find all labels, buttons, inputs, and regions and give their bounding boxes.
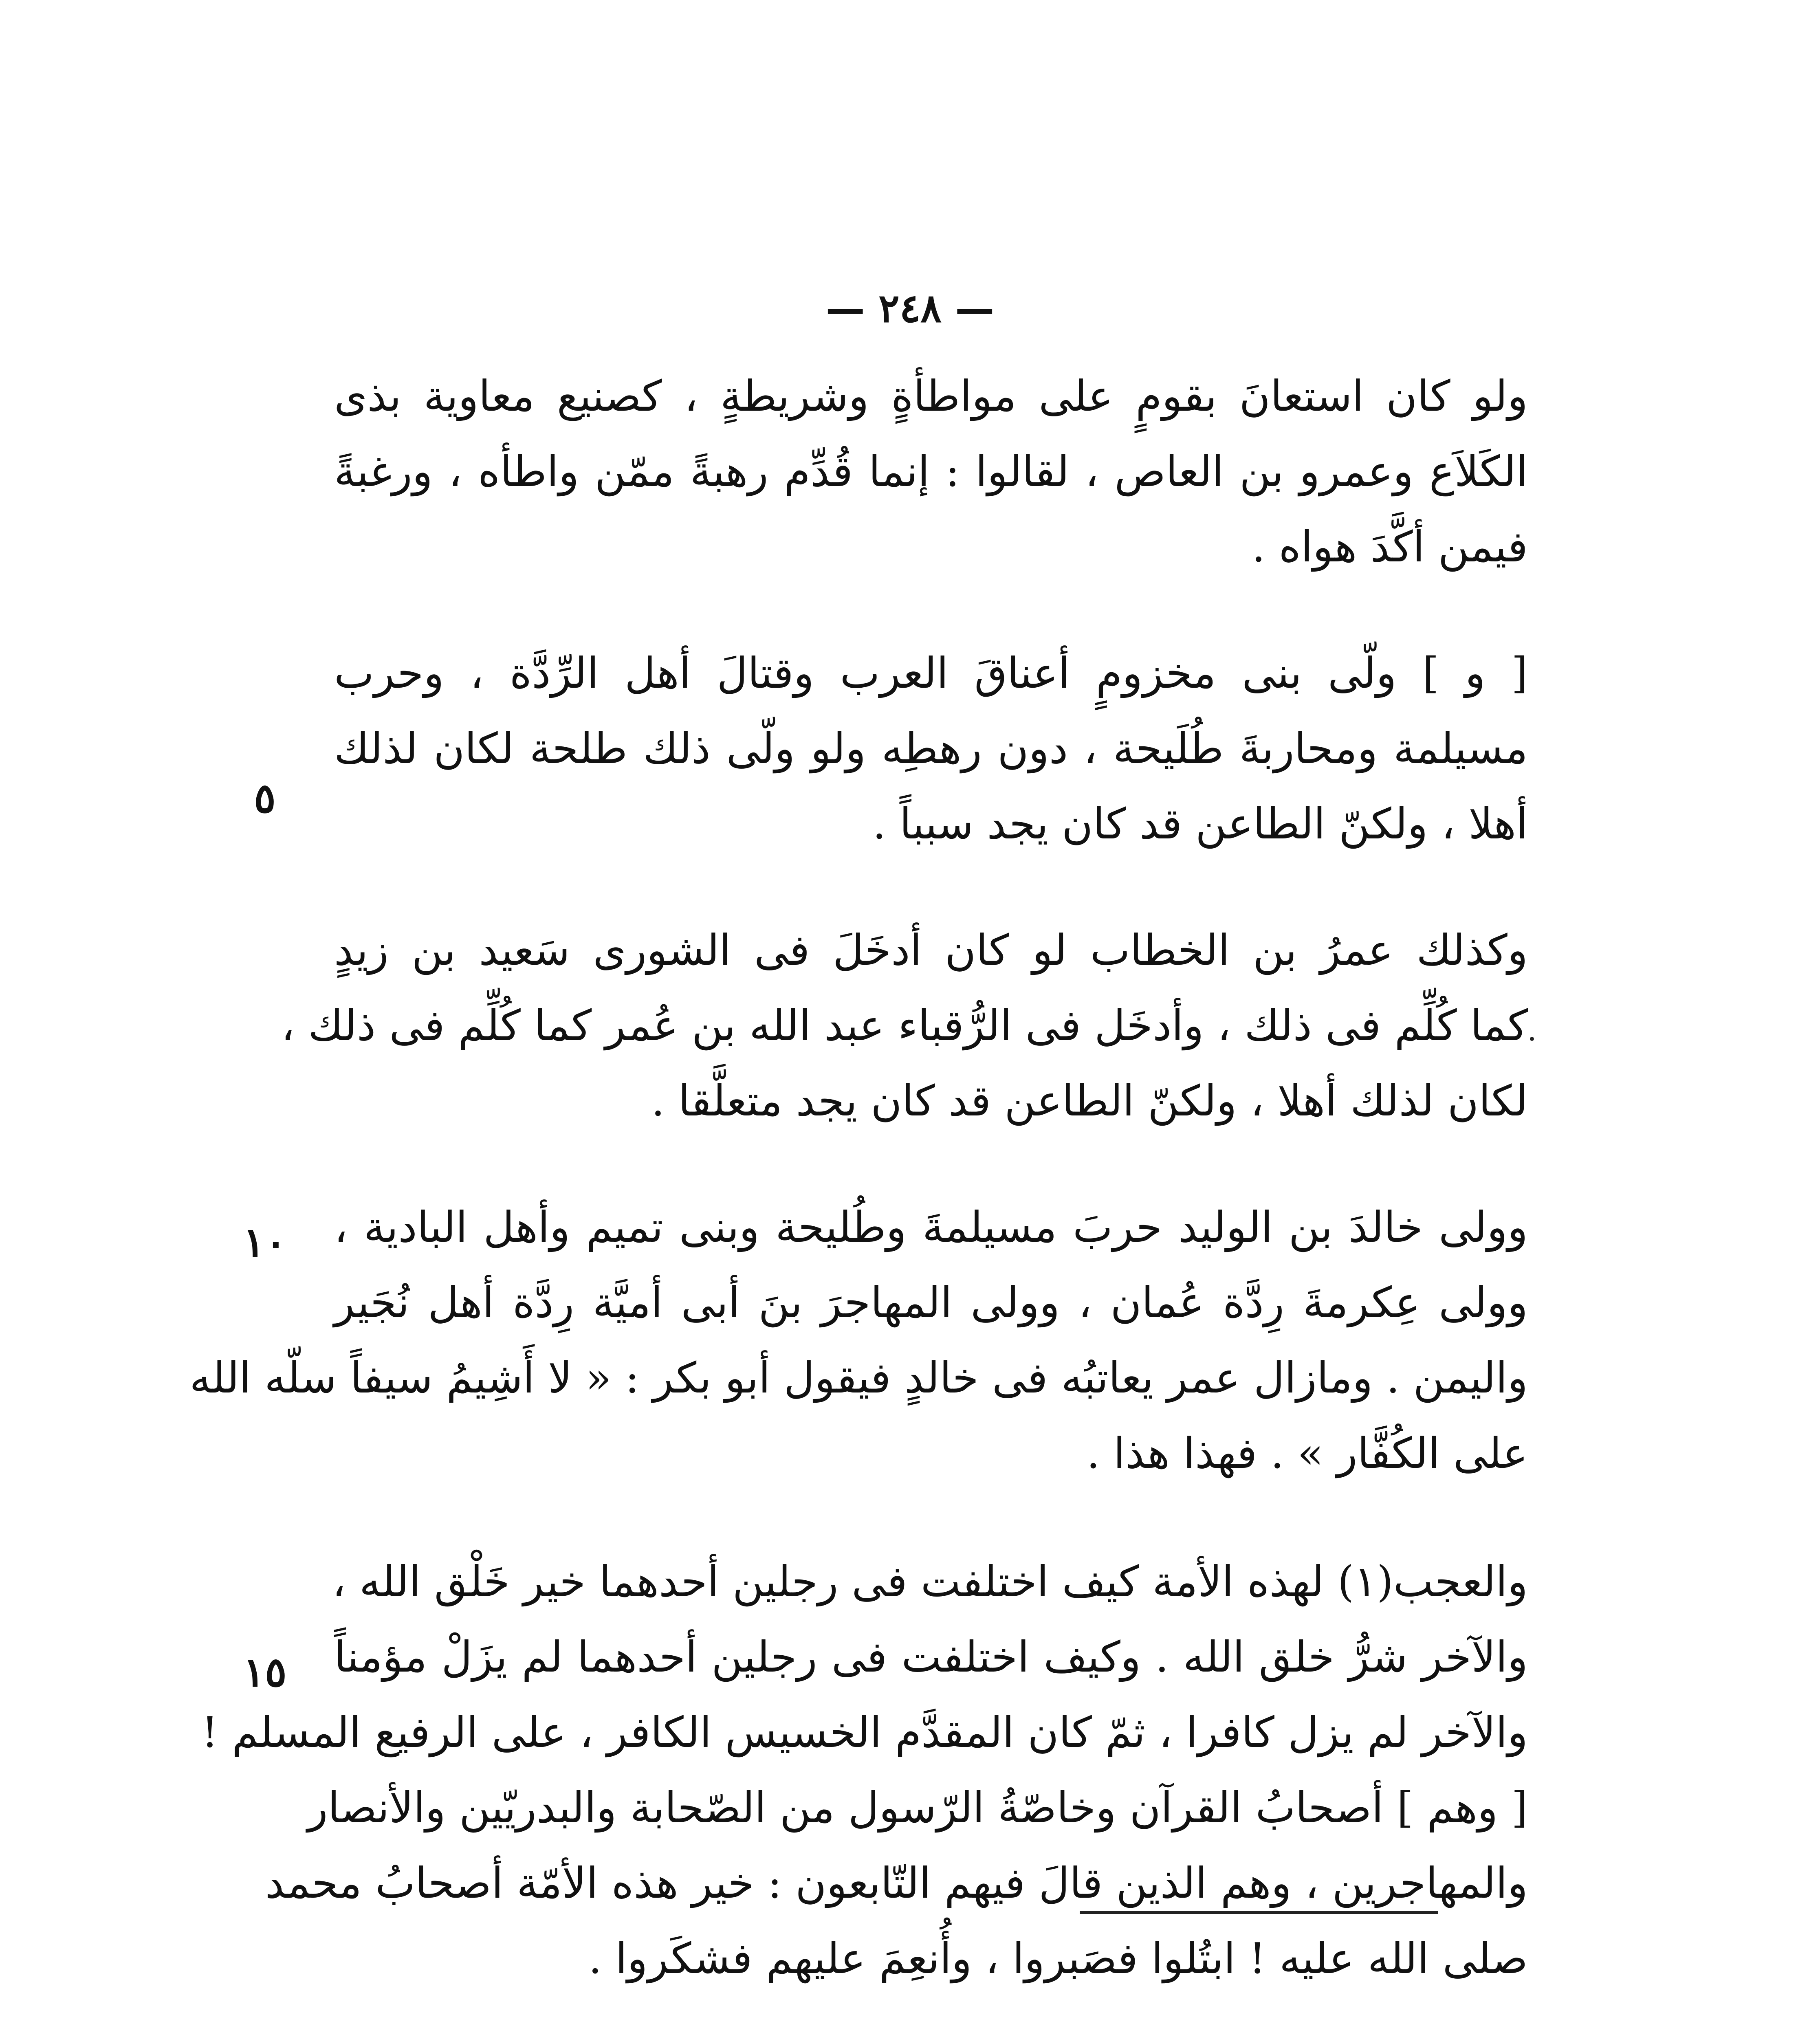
text-line: والمهاجرين ، وهم الذين قالَ فيهم التّابعون : خير هذه الأمّة أصحابُ محمد: [265, 1858, 1528, 1908]
text-line: واليمن . ومازال عمر يعاتبُه فى خالدٍ فيقول أبو بكر : « لا أَشِيمُ سيفاً سلّه الله: [189, 1353, 1528, 1403]
margin-mark: [1530, 1037, 1534, 1041]
text-line: [ و ] ولّى بنى مخزومٍ أعناقَ العرب وقتالَ أهل الرِّدَّة ، وحرب: [334, 648, 1528, 698]
text-line: [ وهم ] أصحابُ القرآن وخاصّةُ الرّسول من الصّحابة والبدريّين والأنصار: [307, 1783, 1528, 1832]
page-number: — ٢٤٨ —: [825, 285, 995, 331]
text-line: لكان لذلك أهلا ، ولكنّ الطاعن قد كان يجد متعلَّقا .: [651, 1076, 1528, 1126]
text-line: وكذلك عمرُ بن الخطاب لو كان أدخَلَ فى الشورى سَعيد بن زيدٍ: [334, 925, 1528, 975]
text-line: ولو كان استعانَ بقومٍ على مواطأةٍ وشريطةٍ ، كصنيع معاوية بذى: [334, 371, 1528, 421]
text-line: أهلا ، ولكنّ الطاعن قد كان يجد سبباً .: [872, 799, 1528, 849]
text-line: مسيلمة ومحاربةَ طُلَيحة ، دون رهطِه ولو ولّى ذلك طلحة لكان لذلك: [334, 724, 1528, 773]
text-line: والآخر لم يزل كافرا ، ثمّ كان المقدَّم الخسيس الكافر ، على الرفيع المسلم !: [201, 1707, 1528, 1757]
text-line: وولى عِكرمةَ رِدَّة عُمان ، وولى المهاجرَ بنَ أبى أميَّة رِدَّة أهل نُجَير: [334, 1278, 1528, 1327]
text-line: وولى خالدَ بن الوليد حربَ مسيلمةَ وطُليحة وبنى تميم وأهل البادية ،: [334, 1202, 1528, 1252]
text-line: كما كُلِّم فى ذلك ، وأدخَل فى الرُّقباء عبد الله بن عُمر كما كُلِّم فى ذلك ،: [281, 1001, 1528, 1050]
text-line: والآخر شرُّ خلق الله . وكيف اختلفت فى رجلين أحدهما لم يزَلْ مؤمناً: [334, 1632, 1528, 1682]
paragraph-2: [334, 636, 1528, 862]
text-line: صلى الله عليه ! ابتُلوا فصَبروا ، وأُنعِمَ عليهم فشكَروا .: [588, 1934, 1528, 1983]
line-number: ١٥: [243, 1648, 287, 1696]
text-line: والعجب(١) لهذه الأمة كيف اختلفت فى رجلين أحدهما خير خَلْق الله ،: [332, 1557, 1528, 1606]
paragraph-3: [281, 913, 1528, 1139]
text-line: فيمن أكَّدَ هواه .: [1252, 522, 1528, 572]
footnote-separator: [1080, 1911, 1438, 1914]
line-number: ٥: [254, 774, 276, 822]
paragraph-1: [334, 359, 1528, 585]
text-line: الكَلاَع وعمرو بن العاص ، لقالوا : إنما قُدِّم رهبةً ممّن واطأه ، ورغبةً: [334, 447, 1528, 496]
text-line: على الكُفَّار » . فهذا هذا .: [1086, 1428, 1528, 1478]
line-number: ١٠: [243, 1218, 287, 1266]
